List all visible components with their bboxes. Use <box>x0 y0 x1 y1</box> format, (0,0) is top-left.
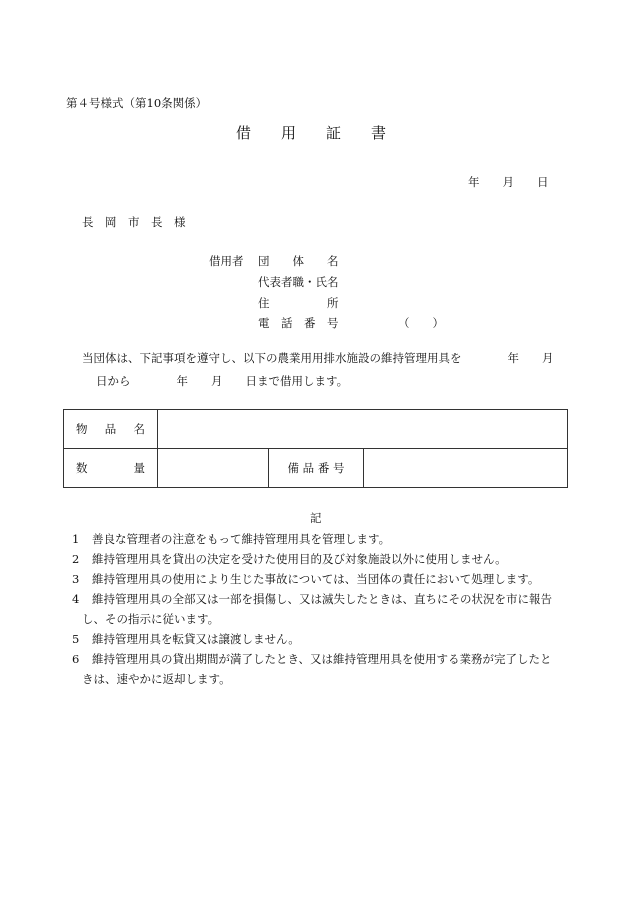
org-name-label: 団 体 名 <box>258 254 339 268</box>
form-number: 第４号様式（第10条関係） <box>66 96 208 110</box>
statement-line-1: 当団体は、下記事項を遵守し、以下の農業用用排水施設の維持管理用具を 年 月 <box>82 351 554 365</box>
list-item-continuation: し、その指示に従います。 <box>82 612 220 626</box>
items-table <box>63 409 568 488</box>
address-label: 住 所 <box>258 296 339 310</box>
quantity-label-cell <box>64 449 158 488</box>
item-name-label-char: 品 <box>104 422 117 436</box>
list-item: 1 善良な管理者の注意をもって維持管理用具を管理します。 <box>72 532 391 546</box>
equipment-number-label-cell <box>269 449 364 488</box>
list-item: 5 維持管理用具を転貸又は譲渡しません。 <box>72 632 300 646</box>
phone-label: 電 話 番 号 <box>258 316 339 330</box>
borrower-prefix: 借用者 <box>209 254 244 268</box>
item-name-label-char: 物 <box>76 422 88 436</box>
quantity-label-char: 量 <box>133 461 145 475</box>
statement-line-2: 日から 年 月 日まで借用します。 <box>96 374 349 388</box>
table-row <box>64 410 568 449</box>
quantity-value-cell[interactable] <box>158 449 269 488</box>
date-line: 年 月 日 <box>468 175 549 189</box>
list-item: 6 維持管理用具の貸出期間が満了したとき、又は維持管理用具を使用する業務が完了したと <box>72 652 552 666</box>
phone-parens: （ ） <box>398 316 444 330</box>
quantity-label-char: 数 <box>76 461 88 475</box>
item-name-label-cell <box>64 410 158 449</box>
document-title: 借 用 証 書 <box>236 124 387 142</box>
item-name-label-char: 名 <box>133 422 145 436</box>
list-item: 3 維持管理用具の使用により生じた事故については、当団体の責任において処理します。 <box>72 572 540 586</box>
table-row <box>64 449 568 488</box>
list-item: 4 維持管理用具の全部又は一部を損傷し、又は滅失したときは、直ちにその状況を市に報告 <box>72 592 552 606</box>
list-item-continuation: きは、速やかに返却します。 <box>82 672 231 686</box>
equipment-number-label: 備 品 番 号 <box>287 461 345 475</box>
item-name-value-cell[interactable] <box>158 410 568 449</box>
addressee: 長 岡 市 長 様 <box>82 215 186 229</box>
equipment-number-value-cell[interactable] <box>364 449 568 488</box>
list-item: 2 維持管理用具を貸出の決定を受けた使用目的及び対象施設以外に使用しません。 <box>72 552 507 566</box>
representative-label: 代表者職・氏名 <box>258 275 339 289</box>
notes-heading: 記 <box>310 511 322 525</box>
